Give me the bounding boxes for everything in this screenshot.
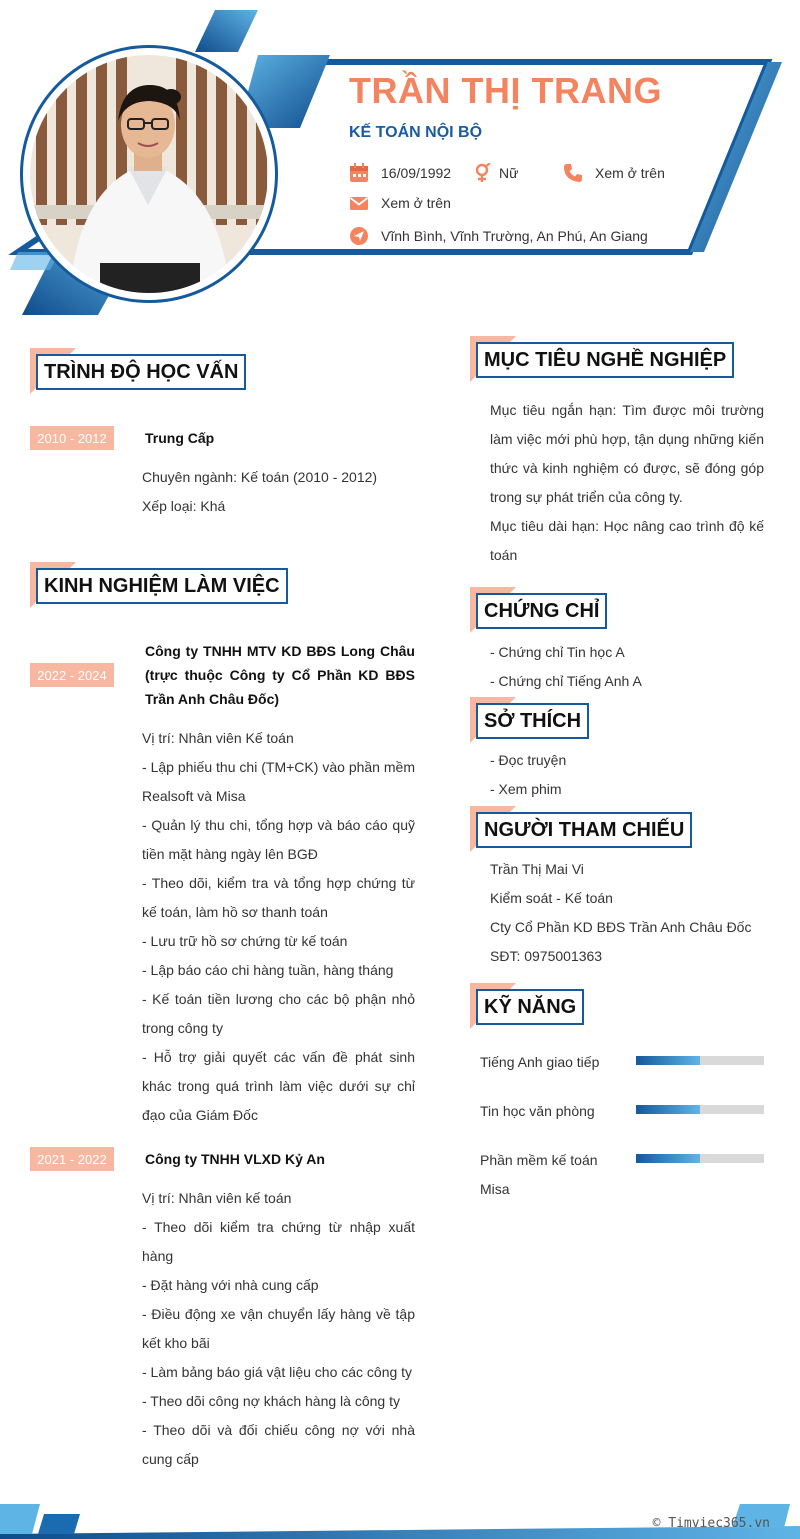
- company-name: Công ty TNHH VLXD Kỷ An: [145, 1151, 325, 1167]
- objective-short-term: Mục tiêu ngắn hạn: Tìm được môi trường làm việc mới phù hợp, tận dụng những kiến thức và kinh nghiệm có được, sẽ đóng góp trong sự phát triển của công ty.: [490, 402, 764, 505]
- section-title: TRÌNH ĐỘ HỌC VẤN: [44, 360, 239, 383]
- section-title: SỞ THÍCH: [484, 709, 582, 732]
- job-duty: - Theo dõi kiểm tra chứng từ nhập xuất hàng: [142, 1219, 415, 1264]
- skill-bar: [636, 1154, 764, 1163]
- birthdate: 16/09/1992: [381, 165, 452, 181]
- education-line: Xếp loại: Khá: [142, 498, 226, 514]
- job-position: Vị trí: Nhân viên Kế toán: [142, 730, 294, 746]
- section-title: KINH NGHIỆM LÀM VIỆC: [44, 574, 280, 597]
- hobby-item: - Xem phim: [490, 781, 562, 797]
- watermark: © Timviec365.vn: [652, 1516, 770, 1531]
- section-title: NGƯỜI THAM CHIẾU: [484, 818, 685, 841]
- date-badge: 2022 - 2024: [30, 663, 114, 687]
- gender-icon: [473, 163, 491, 183]
- job-duty: - Điều động xe vận chuyển lấy hàng về tập kết kho bãi: [142, 1306, 415, 1351]
- avatar: [30, 55, 268, 293]
- birthdate-item: [349, 163, 451, 183]
- candidate-name: TRẦN THỊ TRANG: [349, 70, 662, 111]
- address-item: [349, 226, 648, 246]
- hobby-item: - Đọc truyện: [490, 752, 567, 768]
- location-icon: [349, 226, 371, 246]
- skill-bar: [636, 1105, 764, 1114]
- address: Vĩnh Bình, Vĩnh Trường, An Phú, An Giang: [381, 228, 648, 244]
- objective-long-term: Mục tiêu dài hạn: Học nâng cao trình độ kế toán: [490, 518, 764, 563]
- section-title: CHỨNG CHỈ: [484, 599, 600, 622]
- job-duty: - Kế toán tiền lương cho các bộ phận nhỏ trong công ty: [142, 991, 415, 1036]
- certificate-item: - Chứng chỉ Tiếng Anh A: [490, 673, 642, 689]
- reference-name: Trần Thị Mai Vi: [490, 861, 584, 877]
- date-badge: 2010 - 2012: [30, 426, 114, 450]
- skill-name: Tin học văn phòng: [480, 1103, 595, 1119]
- skill-bar-fill: [636, 1105, 700, 1114]
- job-position: Vị trí: Nhân viên kế toán: [142, 1190, 292, 1206]
- reference-position: Kiểm soát - Kế toán: [490, 890, 613, 906]
- email: Xem ở trên: [381, 195, 451, 211]
- job-duty: - Đặt hàng với nhà cung cấp: [142, 1277, 319, 1293]
- certificate-item: - Chứng chỉ Tin học A: [490, 644, 625, 660]
- skill-bar-fill: [636, 1056, 700, 1065]
- skill-name: Phần mềm kế toán Misa: [480, 1152, 598, 1197]
- skill-name: Tiếng Anh giao tiếp: [480, 1054, 600, 1070]
- skill-bar-fill: [636, 1154, 700, 1163]
- job-duty: - Lập phiếu thu chi (TM+CK) vào phần mềm Realsoft và Misa: [142, 759, 415, 804]
- email-item: [349, 193, 451, 213]
- phone-icon: [563, 163, 585, 183]
- job-duty: - Lưu trữ hồ sơ chứng từ kế toán: [142, 933, 348, 949]
- school-name: Trung Cấp: [145, 430, 215, 446]
- reference-company: Cty Cổ Phần KD BĐS Trần Anh Châu Đốc: [490, 919, 752, 935]
- gender-item: [473, 163, 518, 183]
- date-badge: 2021 - 2022: [30, 1147, 114, 1171]
- skill-bar: [636, 1056, 764, 1065]
- job-duty: - Theo dõi và đối chiếu công nợ với nhà cung cấp: [142, 1422, 415, 1467]
- job-duty: - Lập báo cáo chi hàng tuần, hàng tháng: [142, 962, 394, 978]
- email-icon: [349, 193, 371, 213]
- section-title: MỤC TIÊU NGHỀ NGHIỆP: [484, 348, 727, 371]
- job-duty: - Làm bảng báo giá vật liệu cho các công ty: [142, 1364, 413, 1380]
- job-title: KẾ TOÁN NỘI BỘ: [349, 124, 483, 141]
- reference-phone: SĐT: 0975001363: [490, 948, 603, 964]
- job-duty: - Hỗ trợ giải quyết các vấn đề phát sinh khác trong quá trình làm việc dưới sự chỉ đạo của Giám Đốc: [142, 1049, 415, 1123]
- job-duty: - Quản lý thu chi, tổng hợp và báo cáo quỹ tiền mặt hàng ngày lên BGĐ: [142, 817, 415, 862]
- job-duty: - Theo dõi, kiểm tra và tổng hợp chứng từ kế toán, làm hồ sơ thanh toán: [142, 875, 415, 920]
- section-title: KỸ NĂNG: [484, 995, 577, 1018]
- calendar-icon: [349, 163, 371, 183]
- company-name: Công ty TNHH MTV KD BĐS Long Châu (trực thuộc Công ty Cổ Phần KD BĐS Trần Anh Châu Đốc): [145, 643, 415, 707]
- footer-decoration: [0, 1490, 800, 1539]
- phone: Xem ở trên: [595, 165, 665, 181]
- gender: Nữ: [499, 165, 519, 181]
- education-line: Chuyên ngành: Kế toán (2010 - 2012): [142, 469, 378, 485]
- phone-item: [563, 163, 665, 183]
- job-duty: - Theo dõi công nợ khách hàng là công ty: [142, 1393, 400, 1409]
